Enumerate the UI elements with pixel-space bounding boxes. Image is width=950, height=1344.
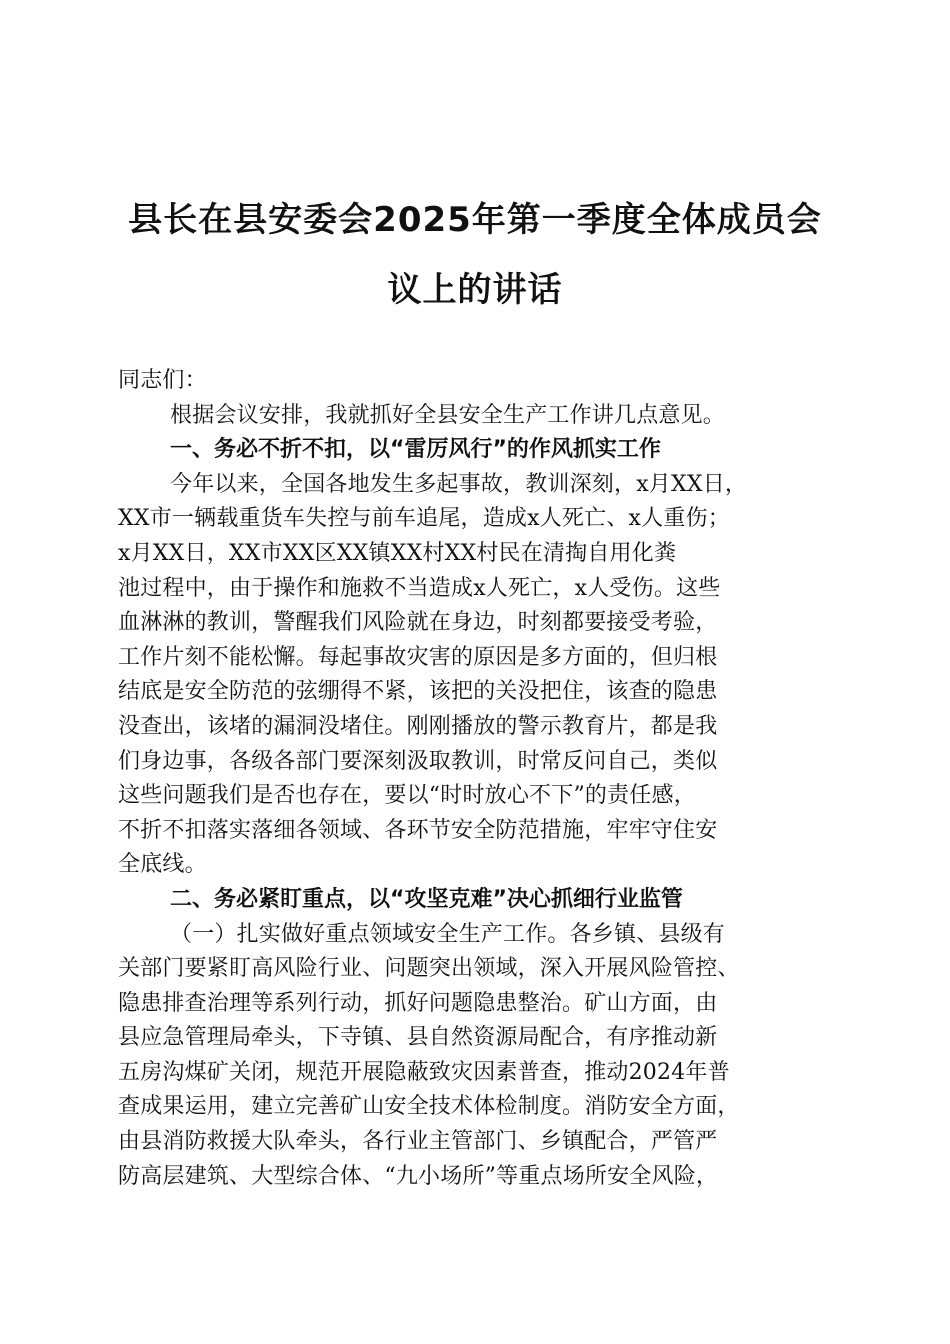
document-title-line-1: 县长在县安委会2025年第一季度全体成员会 xyxy=(128,200,822,240)
paragraph-line: 全底线。 xyxy=(118,852,207,878)
section-2-paragraph xyxy=(118,918,834,1195)
salutation: 同志们： xyxy=(118,368,207,393)
paragraph-line: 工作片刻不能松懈。每起事故灾害的原因是多方面的，但归根 xyxy=(118,644,718,670)
paragraph-line: XX市一辆载重货车失控与前车追尾，造成x人死亡、x人重伤； xyxy=(118,506,730,532)
paragraph-line: 池过程中，由于操作和施救不当造成x人死亡，x人受伤。这些 xyxy=(118,575,721,601)
paragraph-line: （一）扎实做好重点领域安全生产工作。各乡镇、县级有 xyxy=(170,921,726,947)
section-1-heading: 一、务必不折不扣，以“雷厉风行”的作风抓实工作 xyxy=(170,437,661,463)
paragraph-line: 县应急管理局牵头，下寺镇、县自然资源局配合，有序推动新 xyxy=(118,1025,718,1051)
paragraph-line: 不折不扣落实落细各领域、各环节安全防范措施，牢牢守住安 xyxy=(118,817,718,843)
paragraph-line: 五房沟煤矿关闭，规范开展隐蔽致灾因素普查，推动2024年普 xyxy=(118,1059,730,1085)
paragraph-line: 由县消防救援大队牵头，各行业主管部门、乡镇配合，严管严 xyxy=(118,1129,718,1155)
paragraph-line: 关部门要紧盯高风险行业、问题突出领域，深入开展风险管控、 xyxy=(118,956,740,982)
section-1-paragraph xyxy=(118,468,834,883)
paragraph-line: 这些问题我们是否也存在，要以“时时放心不下”的责任感， xyxy=(118,783,696,809)
document-body xyxy=(118,364,834,1194)
paragraph-line: 没查出，该堵的漏洞没堵住。刚刚播放的警示教育片，都是我 xyxy=(118,713,718,739)
intro-paragraph: 根据会议安排，我就抓好全县安全生产工作讲几点意见。 xyxy=(170,402,726,428)
section-2-heading: 二、务必紧盯重点，以“攻坚克难”决心抓细行业监管 xyxy=(170,886,683,912)
paragraph-line: 隐患排查治理等系列行动，抓好问题隐患整治。矿山方面，由 xyxy=(118,990,718,1016)
paragraph-line: 结底是安全防范的弦绷得不紧，该把的关没把住，该查的隐患 xyxy=(118,679,718,705)
paragraph-line: 们身边事，各级各部门要深刻汲取教训，时常反问自己，类似 xyxy=(118,748,718,774)
document-title-line-2: 议上的讲话 xyxy=(387,270,563,310)
paragraph-line: 防高层建筑、大型综合体、“九小场所”等重点场所安全风险， xyxy=(118,1163,719,1189)
paragraph-line: 查成果运用，建立完善矿山安全技术体检制度。消防安全方面， xyxy=(118,1094,740,1120)
paragraph-line: x月XX日，XX市XX区XX镇XX村XX村民在清掏自用化粪 xyxy=(118,540,677,566)
paragraph-line: 今年以来，全国各地发生多起事故，教训深刻，x月XX日， xyxy=(170,471,748,497)
paragraph-line: 血淋淋的教训，警醒我们风险就在身边，时刻都要接受考验， xyxy=(118,610,718,636)
